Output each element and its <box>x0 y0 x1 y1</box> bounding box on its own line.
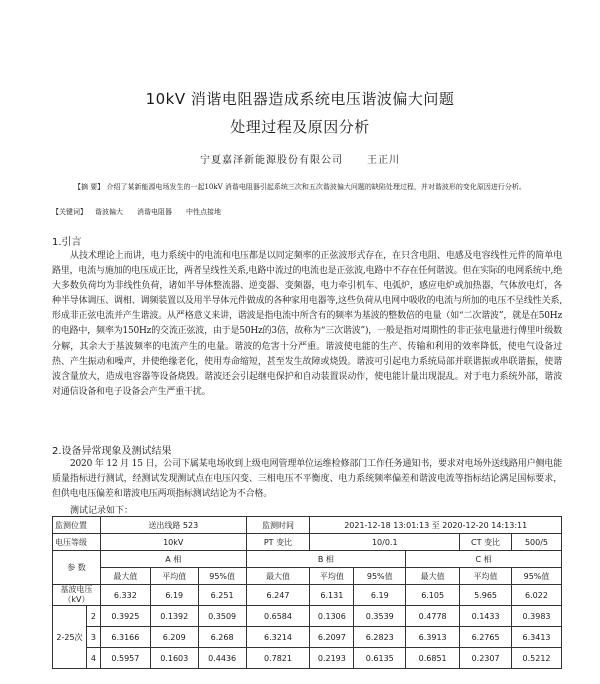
keywords-label: 【关键词】 <box>52 208 87 216</box>
table-cell: 6.022 <box>512 585 562 606</box>
table-cell: 0.3983 <box>512 606 562 627</box>
table-cell: 0.3539 <box>354 606 406 627</box>
table-cell: 0.1433 <box>460 606 512 627</box>
table-row <box>53 551 562 568</box>
table-cell: 0.6584 <box>246 606 310 627</box>
table-cell: 监测时间 <box>246 517 310 534</box>
measurement-table <box>52 516 562 669</box>
table-cell: 0.4778 <box>406 606 460 627</box>
abstract-text: 介绍了某新能源电场发生的一起10kV 消谐电阻器引起系统三次和五次谐波偏大问题的缺陷处理过程，并对谐波形的变化原因进行分析。 <box>106 183 526 191</box>
paper-title-line2: 处理过程及原因分析 <box>230 118 370 136</box>
table-cell: 10kV <box>100 534 246 551</box>
table-cell: 6.105 <box>406 585 460 606</box>
table-cell: 电压等级 <box>53 534 101 551</box>
table-cell: 6.3214 <box>246 627 310 648</box>
table-cell: A 相 <box>100 551 246 568</box>
table-row <box>53 534 562 551</box>
table-row <box>53 568 562 585</box>
section-2-heading: 2.设备异常现象及测试结果 <box>52 446 172 457</box>
table-cell: 0.7821 <box>246 648 310 669</box>
table-cell: B 相 <box>246 551 406 568</box>
table-cell: 送出线路 523 <box>100 517 246 534</box>
table-cell: 6.19 <box>354 585 406 606</box>
table-cell: 0.3925 <box>100 606 150 627</box>
table-cell: 6.247 <box>246 585 310 606</box>
section-1-body: 从技术理论上而讲，电力系统中的电流和电压都是以同定频率的正弦波形式存在，在只含电阻、电感及电容线性元件的简单电路里，电流与施加的电压成正比，两者呈线性关系,电路中流过的电流也是正弦波,电路中不存在任何谐波。但在实际的电网系统中,绝大多数负荷均为非线性负荷，诸如半导体整流器、逆变器、变频器，电力牵引机车、电弧炉，感应电炉或加热器，气体放电灯，各种半导体调压、调相、调频装置以及用半导体元件做成的各种家用电器等,这些负荷从电网中吸收的电流与所加的电压不呈线性关系,形成非正弦电流并产生谐波。从严格意义来讲，谐波是指电流中所含有的频率为基波的整数倍的电量（如“二次谐波”，就是在50Hz的电路中，频率为150Hz的交流正弦波，由于是50Hz的3倍，故称为“三次谐波”)，一般是指对周期性的非正弦电量进行傅里叶级数分解，其余大于基波频率的电流产生的电量。谐波的危害十分严重。谐波使电能的生产、传输和利用的效率降低，使电气设备过热、产生振动和噪声，并使绝缘老化，使用寿命缩短，甚至发生故障或烧毁。谐波可引起电力系统局部并联谐振或串联谐振，使谐波含量放大，造成电容器等设备烧毁。谐波还会引起继电保护和自动装置误动作，使电能计量出现混乱。对于电力系统外部，谐波对通信设备和电子设备会产生严重干扰。 <box>52 251 562 397</box>
table-cell: PT 变比 <box>246 534 310 551</box>
table-cell: 最大值 <box>406 568 460 585</box>
table-cell: 0.1603 <box>150 648 198 669</box>
table-cell: 0.1392 <box>150 606 198 627</box>
table-cell: 0.3509 <box>198 606 246 627</box>
table-cell: 最大值 <box>100 568 150 585</box>
table-cell: 监测位置 <box>53 517 101 534</box>
table-cell: 6.19 <box>150 585 198 606</box>
table-cell: 0.4436 <box>198 648 246 669</box>
table-cell: 2-25次 <box>53 606 87 669</box>
table-cell: 6.2823 <box>354 627 406 648</box>
table-cell: 参 数 <box>53 551 101 585</box>
table-cell: 平均值 <box>310 568 354 585</box>
table-cell: CT 变比 <box>460 534 512 551</box>
keywords <box>52 206 562 218</box>
table-cell: 最大值 <box>246 568 310 585</box>
table-cell: 6.3166 <box>100 627 150 648</box>
keyword: 中性点接地 <box>186 208 221 216</box>
table-row <box>53 517 562 534</box>
table-cell: 0.1306 <box>310 606 354 627</box>
table-cell: 6.3413 <box>512 627 562 648</box>
paper-title-line1: 10kV 消谐电阻器造成系统电压谐波偏大问题 <box>145 90 455 108</box>
table-row <box>53 627 562 648</box>
table-cell: 4 <box>86 648 100 669</box>
keyword: 消谐电阻器 <box>137 208 172 216</box>
table-cell: 6.268 <box>198 627 246 648</box>
table-row <box>53 606 562 627</box>
table-cell: 3 <box>86 627 100 648</box>
table-cell: 6.332 <box>100 585 150 606</box>
table-cell: 95%值 <box>198 568 246 585</box>
table-cell: 0.6851 <box>406 648 460 669</box>
section-2-body: 2020 年 12 月 15 日，公司下属某电场收到上级电网管理单位运维检修部门工作任务通知书，要求对电场外送线路用户侧电能质量指标进行测试，经测试发现测试点在电压闪变、三相电压不平衡度、电力系统频率偏差和谐波电流等指标结论满足国标要求，但供电电压偏差和谐波电压两项指标测试结论为不合格。 <box>52 459 562 500</box>
table-caption: 测试记录如下： <box>70 506 134 516</box>
table-cell: 2021-12-18 13:01:13 至 2020-12-20 14:13:11 <box>310 517 562 534</box>
table-cell: 0.5957 <box>100 648 150 669</box>
table-cell: 10/0.1 <box>310 534 460 551</box>
table-row <box>53 648 562 669</box>
table-cell: 0.2307 <box>460 648 512 669</box>
abstract <box>52 181 562 193</box>
table-cell: C 相 <box>406 551 562 568</box>
table-cell: 6.131 <box>310 585 354 606</box>
affiliation: 宁夏嘉泽新能源股份有限公司 <box>200 155 343 166</box>
table-cell: 0.5212 <box>512 648 562 669</box>
table-cell: 6.2097 <box>310 627 354 648</box>
author-line <box>0 151 600 166</box>
table-cell: 6.2765 <box>460 627 512 648</box>
table-cell: 5.965 <box>460 585 512 606</box>
table-cell: 500/5 <box>512 534 562 551</box>
table-cell: 平均值 <box>460 568 512 585</box>
abstract-label: 【摘 要】 <box>74 183 105 191</box>
table-cell: 基波电压（kV） <box>53 585 101 606</box>
table-cell: 6.209 <box>150 627 198 648</box>
table-cell: 2 <box>86 606 100 627</box>
section-1-heading: 1.引言 <box>52 237 82 248</box>
table-row <box>53 585 562 606</box>
table-cell: 6.3913 <box>406 627 460 648</box>
author-name: 王正川 <box>367 155 400 166</box>
table-cell: 95%值 <box>512 568 562 585</box>
table-cell: 0.6135 <box>354 648 406 669</box>
table-cell: 95%值 <box>354 568 406 585</box>
keyword: 谐波偏大 <box>95 208 123 216</box>
table-cell: 0.2193 <box>310 648 354 669</box>
table-cell: 6.251 <box>198 585 246 606</box>
table-cell: 平均值 <box>150 568 198 585</box>
